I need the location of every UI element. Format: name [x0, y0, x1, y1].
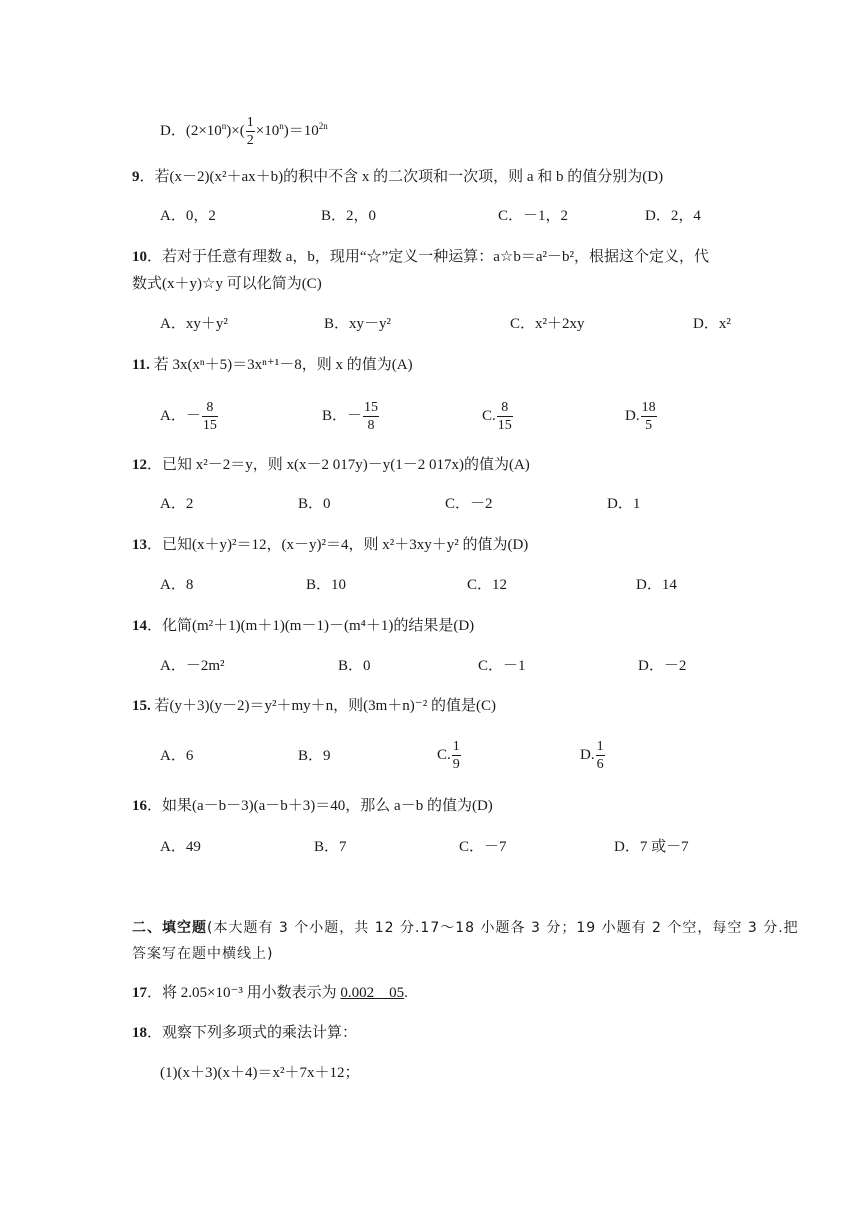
option-a: A．8 [160, 577, 194, 593]
option-c: C. $\frac{1}{9}$ [437, 739, 460, 772]
question-14: 14．化简(m²＋1)(m＋1)(m－1)－(m⁴＋1)的结果是(D) [132, 618, 475, 634]
option-a: A．6 [160, 748, 194, 764]
option-a: A．2 [160, 496, 194, 512]
question-10-options [0, 314, 860, 350]
option-c: C. $\frac{8}{15}$ [482, 400, 512, 433]
option-d: D. $\frac{1}{6}$ [580, 739, 604, 772]
option-b: B．2，0 [321, 208, 377, 224]
option-b: B．7 [314, 839, 347, 855]
question-12: 12．已知 x²－2＝y，则 x(x－2 017y)－y(1－2 017x)的值为(A) [132, 457, 530, 473]
option-d: D．2，4 [645, 208, 701, 224]
option-d: D．x² [693, 316, 731, 332]
section-2-heading-line2: 答案写在题中横线上) [132, 946, 274, 962]
option-d: D．1 [607, 496, 641, 512]
question-16: 16．如果(a－b－3)(a－b＋3)＝40，那么 a－b 的值为(D) [132, 798, 493, 814]
option-b: B．0 [338, 658, 371, 674]
question-9: 9．若(x－2)(x²＋ax＋b)的积中不含 x 的二次项和一次项，则 a 和 b 的值分别为(D) [132, 169, 664, 185]
question-18: 18．观察下列多项式的乘法计算： [132, 1025, 358, 1041]
option-d: D．－2 [638, 658, 687, 674]
question-15: 15. 若(y＋3)(y－2)＝y²＋my＋n，则(3m＋n)⁻² 的值是(C) [132, 698, 496, 714]
question-15-options [0, 738, 860, 778]
option-c: C．－1，2 [498, 208, 569, 224]
option-b: B．xy－y² [324, 316, 392, 332]
question-17: 17．将 2.05×10⁻³ 用小数表示为 0.002 05. [132, 985, 408, 1001]
option-d: D. $\frac{18}{5}$ [625, 400, 656, 433]
option-c: C．x²＋2xy [510, 316, 585, 332]
option-b: B．0 [298, 496, 331, 512]
option-b: B．10 [306, 577, 347, 593]
option-b: B．9 [298, 748, 331, 764]
option-c: C．－7 [459, 839, 507, 855]
option-d: D．14 [636, 577, 677, 593]
section-2-heading: 二、填空题(本大题有 3 个小题，共 12 分.17～18 小题各 3 分；19 小题有 2 个空，每空 3 分.把 [132, 920, 799, 936]
q8-option-d: D．$(2\times 10^n)\times$( $\frac{1}{2}$ $\times 10^n)=10^{2n}$ [160, 115, 328, 148]
option-a: A．－2m² [160, 658, 225, 674]
option-c: C．－2 [445, 496, 493, 512]
question-13-options [0, 575, 860, 611]
question-10-line2: 数式(x＋y)☆y 可以化简为(C) [132, 276, 322, 292]
option-a: A．－ $\frac{8}{15}$ [160, 400, 217, 433]
option-a: A．49 [160, 839, 201, 855]
option-d: D．7 或－7 [614, 839, 689, 855]
option-c: C．12 [467, 577, 508, 593]
option-c: C．－1 [478, 658, 526, 674]
question-16-options [0, 837, 860, 873]
option-a: A．xy＋y² [160, 316, 228, 332]
question-13: 13．已知(x＋y)²＝12，(x－y)²＝4，则 x²＋3xy＋y² 的值为(D) [132, 537, 529, 553]
option-a: A．0，2 [160, 208, 216, 224]
question-11: 11. 若 3x(xⁿ＋5)＝3xⁿ⁺¹－8，则 x 的值为(A) [132, 357, 413, 373]
question-10: 10．若对于任意有理数 a，b，现用“☆”定义一种运算：a☆b＝a²－b²，根据这个定义，代 [132, 249, 709, 265]
option-b: B．－ $\frac{15}{8}$ [322, 400, 379, 433]
question-9-options [0, 206, 860, 242]
question-18-item-1: (1)(x＋3)(x＋4)＝x²＋7x＋12； [160, 1065, 360, 1081]
question-11-options [0, 397, 860, 437]
answer-blank: 0.002 05 [340, 985, 405, 1001]
question-14-options [0, 656, 860, 692]
question-12-options [0, 494, 860, 530]
fraction: $\frac{1}{2}$ [246, 115, 254, 148]
